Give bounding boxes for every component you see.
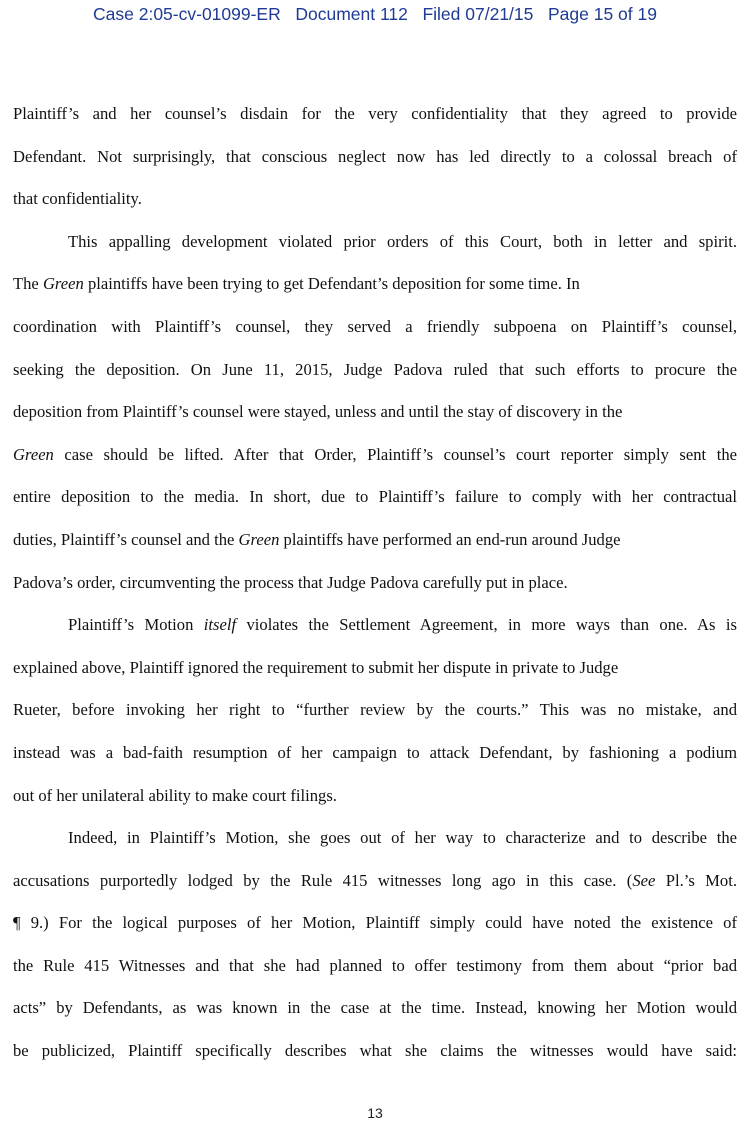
text-line: deposition from Plaintiff’s counsel were stayed, unless and until the stay of discovery in the — [13, 402, 623, 422]
text-line: Padova’s order, circumventing the process that Judge Padova carefully put in place. — [13, 572, 568, 592]
case-number: Case 2:05-cv-01099-ER — [93, 4, 281, 24]
page-of-total: Page 15 of 19 — [547, 4, 657, 24]
text-line: seeking the deposition. On June 11, 2015, Judge Padova ruled that such efforts to procure the — [13, 359, 737, 379]
text-line: explained above, Plaintiff ignored the requirement to submit her dispute in private to Judge — [13, 657, 619, 677]
document-number: Document 112 — [295, 4, 408, 24]
text-line: instead was a bad-faith resumption of her campaign to attack Defendant, by fashioning a podium — [13, 742, 737, 762]
text-line: The Green plaintiffs have been trying to get Defendant’s deposition for some time. In — [13, 274, 580, 294]
text-line: out of her unilateral ability to make court filings. — [13, 785, 337, 805]
text-line: entire deposition to the media. In short, due to Plaintiff’s failure to comply with her contractual — [13, 487, 737, 507]
text-line: Plaintiff’s and her counsel’s disdain for the very confidentiality that they agreed to provide — [13, 104, 737, 123]
page-number: 13 — [367, 1105, 383, 1121]
text-line: coordination with Plaintiff’s counsel, they served a friendly subpoena on Plaintiff’s counsel, — [13, 316, 737, 336]
text-line: Indeed, in Plaintiff’s Motion, she goes out of her way to characterize and to describe the — [68, 828, 737, 848]
text-line: Plaintiff’s Motion itself violates the Settlement Agreement, in more ways than one. As is — [68, 615, 737, 635]
text-line: Rueter, before invoking her right to “further review by the courts.” This was no mistake, and — [13, 700, 737, 720]
body-text — [13, 93, 737, 1073]
text-line: ¶ 9.) For the logical purposes of her Motion, Plaintiff simply could have noted the existence of — [13, 913, 737, 933]
text-line: Defendant. Not surprisingly, that conscious neglect now has led directly to a colossal breach of — [13, 146, 737, 166]
text-line: duties, Plaintiff’s counsel and the Green plaintiffs have performed an end-run around Judge — [13, 529, 621, 549]
text-line: accusations purportedly lodged by the Rule 415 witnesses long ago in this case. (See Pl.’s Mot. — [13, 870, 737, 890]
text-line: Green case should be lifted. After that Order, Plaintiff’s counsel’s court reporter simply sent the — [13, 444, 737, 464]
text-line: acts” by Defendants, as was known in the case at the time. Instead, knowing her Motion would — [13, 998, 737, 1018]
text-line: be publicized, Plaintiff specifically describes what she claims the witnesses would have said: — [13, 1041, 737, 1061]
text-line: This appalling development violated prior orders of this Court, both in letter and spirit. — [68, 231, 737, 251]
filed-date: Filed 07/21/15 — [422, 4, 534, 24]
text-line: the Rule 415 Witnesses and that she had planned to offer testimony from them about “prior bad — [13, 955, 737, 975]
document-header — [0, 4, 750, 25]
text-line: that confidentiality. — [13, 189, 142, 209]
